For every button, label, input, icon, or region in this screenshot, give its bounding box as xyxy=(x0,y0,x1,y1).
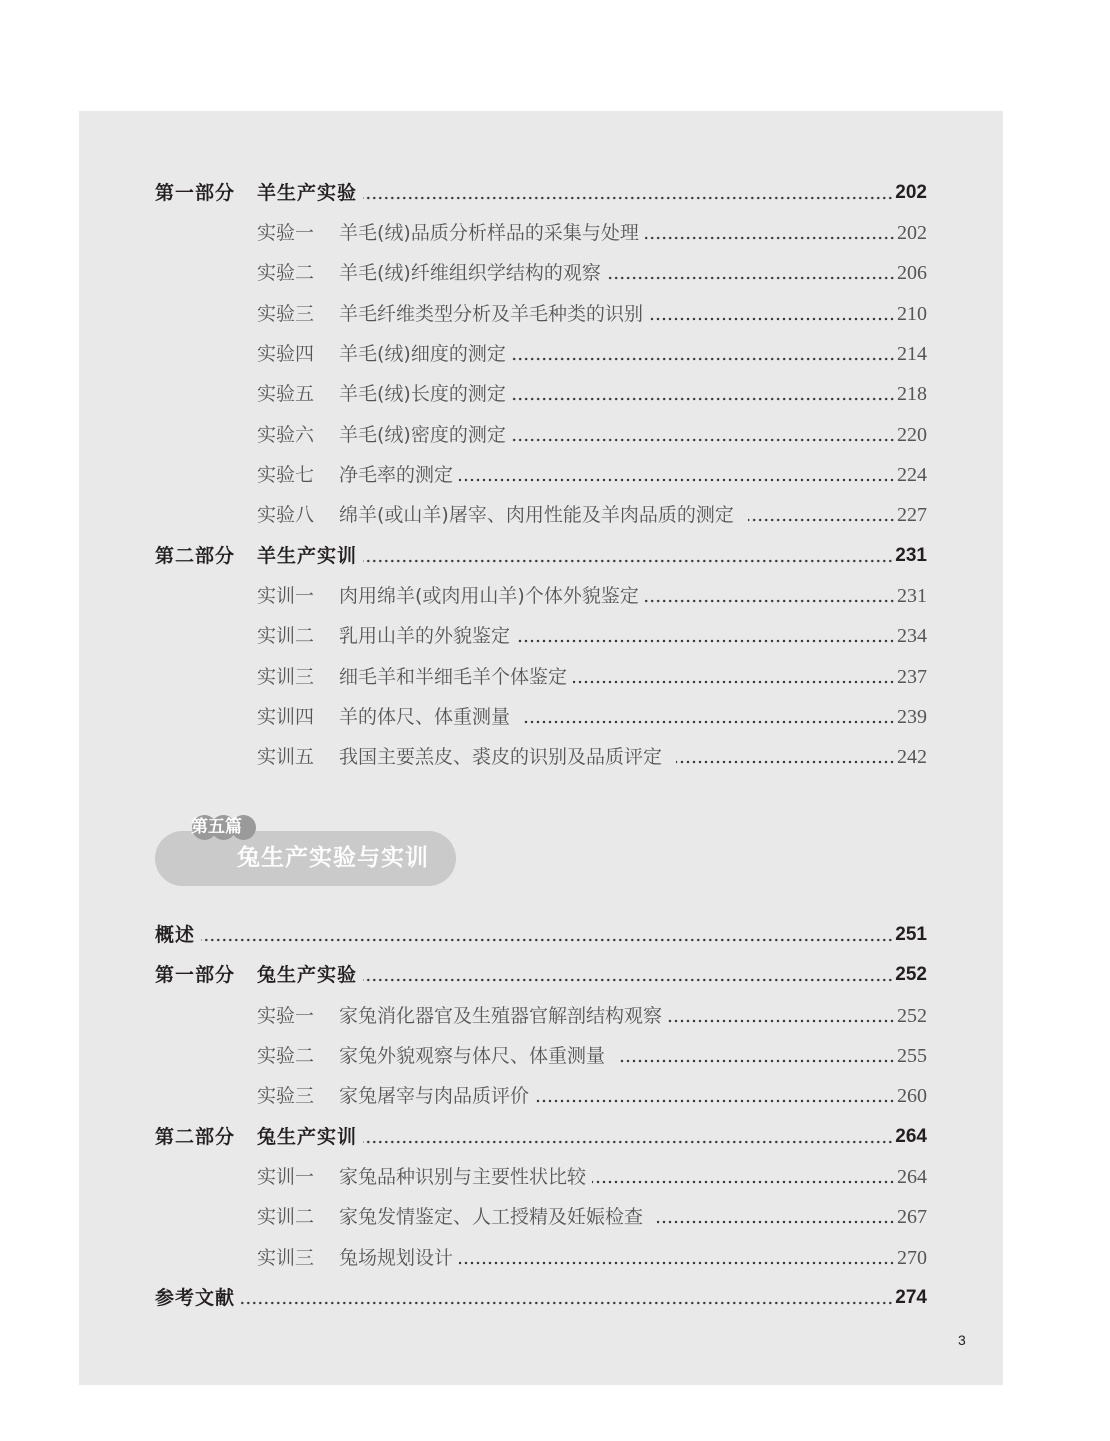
dot-leader xyxy=(676,742,895,772)
page-ref: 260 xyxy=(897,1085,927,1107)
page-ref: 206 xyxy=(897,262,927,284)
item-title: 羊的体尺、体重测量 xyxy=(339,706,511,728)
page-ref: 239 xyxy=(897,706,927,728)
page-ref: 231 xyxy=(895,545,927,566)
page-ref: 214 xyxy=(897,343,927,365)
dot-leader xyxy=(363,178,893,208)
toc-item-entry[interactable] xyxy=(257,621,927,651)
toc-item-entry[interactable] xyxy=(257,581,927,611)
page-ref: 218 xyxy=(897,383,927,405)
toc-item-entry[interactable] xyxy=(257,1162,927,1192)
toc-item-entry[interactable] xyxy=(257,218,927,248)
dot-leader xyxy=(459,1243,895,1273)
toc-item-entry[interactable] xyxy=(257,420,927,450)
item-title: 乳用山羊的外貌鉴定 xyxy=(339,625,511,647)
toc-item-entry[interactable] xyxy=(257,299,927,329)
item-label: 实验五 xyxy=(257,383,315,405)
toc-item-entry[interactable] xyxy=(257,1001,927,1031)
item-title: 兔场规划设计 xyxy=(339,1247,454,1269)
dot-leader xyxy=(363,960,893,990)
section-header xyxy=(155,812,457,888)
page-ref: 264 xyxy=(895,1126,927,1147)
dot-leader xyxy=(524,702,895,732)
item-label: 实验三 xyxy=(257,1085,315,1107)
dot-leader xyxy=(592,1162,895,1192)
item-title: 细毛羊和半细毛羊个体鉴定 xyxy=(339,666,568,688)
item-title: 家兔发情鉴定、人工授精及妊娠检查 xyxy=(339,1206,644,1228)
dot-leader xyxy=(748,500,895,530)
toc-item-entry[interactable] xyxy=(257,460,927,490)
item-title: 净毛率的测定 xyxy=(339,464,454,486)
item-label: 实训一 xyxy=(257,1166,315,1188)
section-number-tag: 第五篇 xyxy=(191,817,242,837)
toc-part-entry[interactable] xyxy=(155,960,927,990)
page-ref: 252 xyxy=(897,1005,927,1027)
item-label: 实训二 xyxy=(257,1206,315,1228)
item-title: 家兔品种识别与主要性状比较 xyxy=(339,1166,587,1188)
dot-leader xyxy=(573,662,895,692)
toc-item-entry[interactable] xyxy=(257,1081,927,1111)
item-label: 实验一 xyxy=(257,222,315,244)
item-title: 家兔外貌观察与体尺、体重测量 xyxy=(339,1045,606,1067)
item-title: 羊毛(绒)纤维组织学结构的观察 xyxy=(339,262,601,284)
page-ref: 224 xyxy=(897,464,927,486)
part-label: 第一部分 xyxy=(155,964,236,986)
page-number: 3 xyxy=(958,1332,966,1348)
item-title: 家兔屠宰与肉品质评价 xyxy=(339,1085,530,1107)
part-title: 羊生产实训 xyxy=(257,545,358,567)
toc-item-entry[interactable] xyxy=(257,1041,927,1071)
item-title: 羊毛(绒)长度的测定 xyxy=(339,383,506,405)
item-label: 实验七 xyxy=(257,464,315,486)
dot-leader xyxy=(645,218,895,248)
toc-item-entry[interactable] xyxy=(257,258,927,288)
page-ref: 202 xyxy=(897,222,927,244)
page-ref: 264 xyxy=(897,1166,927,1188)
dot-leader xyxy=(512,339,895,369)
page-ref: 242 xyxy=(897,746,927,768)
page-ref: 270 xyxy=(897,1247,927,1269)
toc-part-entry[interactable] xyxy=(155,178,927,208)
toc-item-entry[interactable] xyxy=(257,339,927,369)
dot-leader xyxy=(459,460,895,490)
overview-title: 概述 xyxy=(155,924,196,946)
part-label: 第二部分 xyxy=(155,545,236,567)
part-label: 第二部分 xyxy=(155,1126,236,1148)
toc-item-entry[interactable] xyxy=(257,662,927,692)
part-title: 兔生产实验 xyxy=(257,964,358,986)
references-title: 参考文献 xyxy=(155,1287,236,1309)
page-ref: 202 xyxy=(895,182,927,203)
toc-item-entry[interactable] xyxy=(257,702,927,732)
item-title: 绵羊(或山羊)屠宰、肉用性能及羊肉品质的测定 xyxy=(339,504,734,526)
page-ref: 255 xyxy=(897,1045,927,1067)
toc-item-entry[interactable] xyxy=(257,500,927,530)
dot-leader xyxy=(363,1122,893,1152)
item-title: 羊毛(绒)细度的测定 xyxy=(339,343,506,365)
dot-leader xyxy=(363,541,893,571)
item-label: 实验二 xyxy=(257,262,315,284)
toc-item-entry[interactable] xyxy=(257,742,927,772)
page-ref: 237 xyxy=(897,666,927,688)
toc-item-entry[interactable] xyxy=(257,379,927,409)
item-label: 实训三 xyxy=(257,1247,315,1269)
item-title: 羊毛(绒)品质分析样品的采集与处理 xyxy=(339,222,639,244)
item-label: 实验八 xyxy=(257,504,315,526)
item-title: 肉用绵羊(或肉用山羊)个体外貌鉴定 xyxy=(339,585,639,607)
page-ref: 267 xyxy=(897,1206,927,1228)
page-ref: 234 xyxy=(897,625,927,647)
item-title: 家兔消化器官及生殖器官解剖结构观察 xyxy=(339,1005,663,1027)
item-label: 实训四 xyxy=(257,706,315,728)
section-title: 兔生产实验与实训 xyxy=(237,845,429,871)
item-label: 实验三 xyxy=(257,303,315,325)
item-label: 实验四 xyxy=(257,343,315,365)
page-ref: 274 xyxy=(895,1287,927,1308)
part-title: 羊生产实验 xyxy=(257,182,358,204)
page-ref: 252 xyxy=(895,964,927,985)
dot-leader xyxy=(668,1001,895,1031)
item-label: 实训五 xyxy=(257,746,315,768)
part-title: 兔生产实训 xyxy=(257,1126,358,1148)
toc-overview-entry[interactable] xyxy=(155,920,927,950)
dot-leader xyxy=(649,299,895,329)
item-label: 实验二 xyxy=(257,1045,315,1067)
item-title: 羊毛(绒)密度的测定 xyxy=(339,424,506,446)
dot-leader xyxy=(512,420,895,450)
toc-references-entry[interactable] xyxy=(155,1283,927,1313)
item-label: 实验一 xyxy=(257,1005,315,1027)
item-title: 我国主要羔皮、裘皮的识别及品质评定 xyxy=(339,746,663,768)
dot-leader xyxy=(619,1041,895,1071)
dot-leader xyxy=(645,581,895,611)
page-ref: 220 xyxy=(897,424,927,446)
toc-item-entry[interactable] xyxy=(257,1243,927,1273)
dot-leader xyxy=(657,1202,895,1232)
item-label: 实训三 xyxy=(257,666,315,688)
dot-leader xyxy=(512,379,895,409)
dot-leader xyxy=(201,920,893,950)
toc-part-entry[interactable] xyxy=(155,541,927,571)
item-label: 实训一 xyxy=(257,585,315,607)
dot-leader xyxy=(516,621,895,651)
page-ref: 210 xyxy=(897,303,927,325)
part-label: 第一部分 xyxy=(155,182,236,204)
dot-leader xyxy=(241,1283,893,1313)
toc-item-entry[interactable] xyxy=(257,1202,927,1232)
item-title: 羊毛纤维类型分析及羊毛种类的识别 xyxy=(339,303,644,325)
item-label: 实训二 xyxy=(257,625,315,647)
page-ref: 251 xyxy=(895,924,927,945)
item-label: 实验六 xyxy=(257,424,315,446)
dot-leader xyxy=(535,1081,895,1111)
page-ref: 227 xyxy=(897,504,927,526)
dot-leader xyxy=(607,258,895,288)
toc-part-entry[interactable] xyxy=(155,1122,927,1152)
page-ref: 231 xyxy=(897,585,927,607)
